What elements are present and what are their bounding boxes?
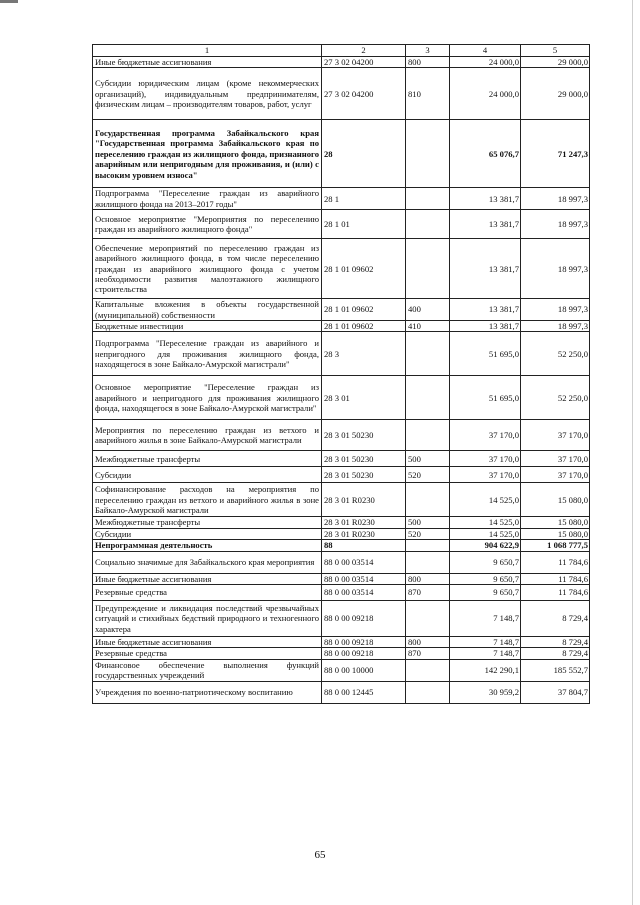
row-name-cell: Финансовое обеспечение выполнения функций государственных учреждений [93, 659, 322, 681]
row-vr-cell: 870 [406, 585, 450, 601]
table-row [93, 517, 590, 528]
row-amount-2018-cell: 15 080,0 [521, 483, 590, 517]
row-vr-cell: 400 [406, 299, 450, 321]
row-amount-2017-cell: 9 650,7 [450, 573, 521, 584]
row-amount-2018-cell: 185 552,7 [521, 659, 590, 681]
row-amount-2018-cell: 11 784,6 [521, 585, 590, 601]
row-code-cell: 28 1 01 09602 [322, 239, 406, 299]
row-code-cell: 28 1 01 [322, 210, 406, 239]
row-amount-2017-cell: 30 959,2 [450, 681, 521, 703]
row-name-cell: Софинансирование расходов на мероприятия по переселению граждан из ветхого и аварийного жилья в зоне Байкало-Амурской магистрали [93, 483, 322, 517]
row-vr-cell [406, 659, 450, 681]
row-code-cell: 28 1 01 09602 [322, 321, 406, 332]
table-row [93, 120, 590, 188]
row-amount-2017-cell: 51 695,0 [450, 332, 521, 376]
scan-corner-mark [0, 0, 18, 3]
row-vr-cell: 800 [406, 573, 450, 584]
row-name-cell: Мероприятия по переселению граждан из ветхого и аварийного жилья в зоне Байкало-Амурской магистрали [93, 420, 322, 451]
row-code-cell: 88 0 00 12445 [322, 681, 406, 703]
table-row [93, 332, 590, 376]
row-code-cell: 28 1 [322, 188, 406, 210]
row-name-cell: Подпрограмма "Переселение граждан из аварийного жилищного фонда на 2013–2017 годы" [93, 188, 322, 210]
row-name-cell: Иные бюджетные ассигнования [93, 637, 322, 648]
row-code-cell: 88 0 00 10000 [322, 659, 406, 681]
row-name-cell: Учреждения по военно-патриотическому воспитанию [93, 681, 322, 703]
table-row [93, 376, 590, 420]
row-amount-2017-cell: 65 076,7 [450, 120, 521, 188]
row-amount-2018-cell: 37 804,7 [521, 681, 590, 703]
row-amount-2017-cell: 37 170,0 [450, 467, 521, 483]
row-code-cell: 27 3 02 04200 [322, 68, 406, 120]
row-code-cell: 28 3 01 R0230 [322, 528, 406, 539]
row-amount-2018-cell: 18 997,3 [521, 210, 590, 239]
row-amount-2018-cell: 18 997,3 [521, 299, 590, 321]
row-name-cell: Иные бюджетные ассигнования [93, 57, 322, 68]
row-amount-2018-cell: 18 997,3 [521, 239, 590, 299]
row-amount-2017-cell: 7 148,7 [450, 637, 521, 648]
row-code-cell: 28 3 01 50230 [322, 420, 406, 451]
row-amount-2018-cell: 71 247,3 [521, 120, 590, 188]
row-code-cell: 88 0 00 03514 [322, 551, 406, 573]
row-vr-cell [406, 120, 450, 188]
row-vr-cell: 410 [406, 321, 450, 332]
table-row [93, 57, 590, 68]
row-vr-cell [406, 332, 450, 376]
row-name-cell: Межбюджетные трансферты [93, 451, 322, 467]
row-amount-2017-cell: 24 000,0 [450, 57, 521, 68]
row-code-cell: 28 [322, 120, 406, 188]
table-row [93, 681, 590, 703]
row-amount-2018-cell: 11 784,6 [521, 551, 590, 573]
budget-table-body [93, 45, 590, 704]
row-code-cell: 28 1 01 09602 [322, 299, 406, 321]
row-name-cell: Основное мероприятие "Переселение граждан из аварийного и непригодного для проживания жилищного фонда, находящегося в зоне Байкало-Амурской магистрали" [93, 376, 322, 420]
row-vr-cell [406, 540, 450, 551]
row-vr-cell [406, 188, 450, 210]
table-row [93, 239, 590, 299]
row-code-cell: 28 3 01 [322, 376, 406, 420]
row-name-cell: Резервные средства [93, 648, 322, 659]
row-amount-2017-cell: 51 695,0 [450, 376, 521, 420]
row-vr-cell: 520 [406, 467, 450, 483]
row-code-cell: 27 3 02 04200 [322, 57, 406, 68]
table-row [93, 540, 590, 551]
row-vr-cell [406, 210, 450, 239]
row-vr-cell: 500 [406, 451, 450, 467]
table-row [93, 188, 590, 210]
row-amount-2017-cell: 37 170,0 [450, 451, 521, 467]
row-amount-2017-cell: 7 148,7 [450, 648, 521, 659]
table-row [93, 467, 590, 483]
row-amount-2018-cell: 8 729,4 [521, 648, 590, 659]
row-vr-cell [406, 376, 450, 420]
row-name-cell: Социально значимые для Забайкальского края мероприятия [93, 551, 322, 573]
header-cell-5: 5 [521, 45, 590, 57]
row-amount-2018-cell: 52 250,0 [521, 332, 590, 376]
row-name-cell: Непрограммная деятельность [93, 540, 322, 551]
row-amount-2017-cell: 142 290,1 [450, 659, 521, 681]
row-vr-cell [406, 239, 450, 299]
row-name-cell: Основное мероприятие "Мероприятия по переселению граждан из аварийного жилищного фонда" [93, 210, 322, 239]
table-row [93, 528, 590, 539]
row-code-cell: 88 0 00 09218 [322, 601, 406, 637]
header-cell-2: 2 [322, 45, 406, 57]
row-vr-cell [406, 551, 450, 573]
row-name-cell: Бюджетные инвестиции [93, 321, 322, 332]
table-row [93, 321, 590, 332]
table-row [93, 420, 590, 451]
row-amount-2017-cell: 9 650,7 [450, 551, 521, 573]
table-row [93, 601, 590, 637]
row-amount-2018-cell: 29 000,0 [521, 68, 590, 120]
row-vr-cell: 800 [406, 57, 450, 68]
row-amount-2018-cell: 8 729,4 [521, 601, 590, 637]
table-row [93, 551, 590, 573]
row-vr-cell: 810 [406, 68, 450, 120]
row-vr-cell [406, 483, 450, 517]
row-amount-2017-cell: 13 381,7 [450, 188, 521, 210]
row-code-cell: 28 3 01 R0230 [322, 483, 406, 517]
row-name-cell: Государственная программа Забайкальского края "Государственная программа Забайкальского края по переселению граждан из жилищного фонда, признанного аварийным или непригодным для проживания, и (или) с высоким уровнем износа" [93, 120, 322, 188]
row-amount-2017-cell: 904 622,9 [450, 540, 521, 551]
scan-edge-mark [632, 0, 633, 905]
row-amount-2018-cell: 37 170,0 [521, 467, 590, 483]
row-amount-2018-cell: 18 997,3 [521, 188, 590, 210]
row-code-cell: 88 0 00 09218 [322, 648, 406, 659]
row-code-cell: 28 3 [322, 332, 406, 376]
row-amount-2018-cell: 15 080,0 [521, 528, 590, 539]
row-name-cell: Капитальные вложения в объекты государственной (муниципальной) собственности [93, 299, 322, 321]
row-amount-2017-cell: 9 650,7 [450, 585, 521, 601]
table-row [93, 573, 590, 584]
row-amount-2018-cell: 52 250,0 [521, 376, 590, 420]
row-vr-cell [406, 601, 450, 637]
row-code-cell: 88 0 00 03514 [322, 573, 406, 584]
row-name-cell: Субсидии [93, 467, 322, 483]
row-vr-cell: 800 [406, 637, 450, 648]
row-amount-2017-cell: 37 170,0 [450, 420, 521, 451]
row-vr-cell [406, 420, 450, 451]
row-code-cell: 88 0 00 09218 [322, 637, 406, 648]
row-name-cell: Подпрограмма "Переселение граждан из аварийного и непригодного для проживания жилищного фонда, находящегося в зоне Байкало-Амурской магистрали" [93, 332, 322, 376]
table-row [93, 659, 590, 681]
row-vr-cell: 520 [406, 528, 450, 539]
table-row [93, 585, 590, 601]
row-vr-cell: 500 [406, 517, 450, 528]
row-name-cell: Предупреждение и ликвидация последствий чрезвычайных ситуаций и стихийных бедствий природного и техногенного характера [93, 601, 322, 637]
row-amount-2018-cell: 37 170,0 [521, 451, 590, 467]
row-amount-2018-cell: 29 000,0 [521, 57, 590, 68]
header-cell-4: 4 [450, 45, 521, 57]
page-number: 65 [314, 849, 326, 861]
table-row [93, 648, 590, 659]
table-row [93, 483, 590, 517]
row-amount-2018-cell: 18 997,3 [521, 321, 590, 332]
row-amount-2017-cell: 7 148,7 [450, 601, 521, 637]
row-amount-2017-cell: 14 525,0 [450, 528, 521, 539]
row-code-cell: 88 0 00 03514 [322, 585, 406, 601]
table-row [93, 637, 590, 648]
table-row [93, 68, 590, 120]
row-amount-2017-cell: 13 381,7 [450, 210, 521, 239]
row-code-cell: 88 [322, 540, 406, 551]
row-name-cell: Межбюджетные трансферты [93, 517, 322, 528]
row-name-cell: Субсидии [93, 528, 322, 539]
row-code-cell: 28 3 01 50230 [322, 451, 406, 467]
row-name-cell: Резервные средства [93, 585, 322, 601]
header-cell-1: 1 [93, 45, 322, 57]
row-vr-cell [406, 681, 450, 703]
row-name-cell: Субсидии юридическим лицам (кроме некоммерческих организаций), индивидуальным предпринимателям, физическим лицам – производителям товаров, работ, услуг [93, 68, 322, 120]
row-code-cell: 28 3 01 R0230 [322, 517, 406, 528]
row-amount-2018-cell: 37 170,0 [521, 420, 590, 451]
row-amount-2017-cell: 14 525,0 [450, 517, 521, 528]
row-amount-2017-cell: 13 381,7 [450, 321, 521, 332]
row-amount-2018-cell: 8 729,4 [521, 637, 590, 648]
row-name-cell: Обеспечение мероприятий по переселению граждан из аварийного жилищного фонда, в том числе переселению граждан из аварийного жилищного фонда с учетом необходимости развития малоэтажного жилищного строительства [93, 239, 322, 299]
row-code-cell: 28 3 01 50230 [322, 467, 406, 483]
table-row [93, 299, 590, 321]
row-amount-2017-cell: 24 000,0 [450, 68, 521, 120]
row-vr-cell: 870 [406, 648, 450, 659]
row-amount-2017-cell: 14 525,0 [450, 483, 521, 517]
row-amount-2018-cell: 1 068 777,5 [521, 540, 590, 551]
budget-table [92, 44, 590, 704]
header-cell-3: 3 [406, 45, 450, 57]
row-amount-2017-cell: 13 381,7 [450, 239, 521, 299]
row-name-cell: Иные бюджетные ассигнования [93, 573, 322, 584]
row-amount-2018-cell: 11 784,6 [521, 573, 590, 584]
table-header-row [93, 45, 590, 57]
row-amount-2018-cell: 15 080,0 [521, 517, 590, 528]
row-amount-2017-cell: 13 381,7 [450, 299, 521, 321]
table-row [93, 451, 590, 467]
table-row [93, 210, 590, 239]
